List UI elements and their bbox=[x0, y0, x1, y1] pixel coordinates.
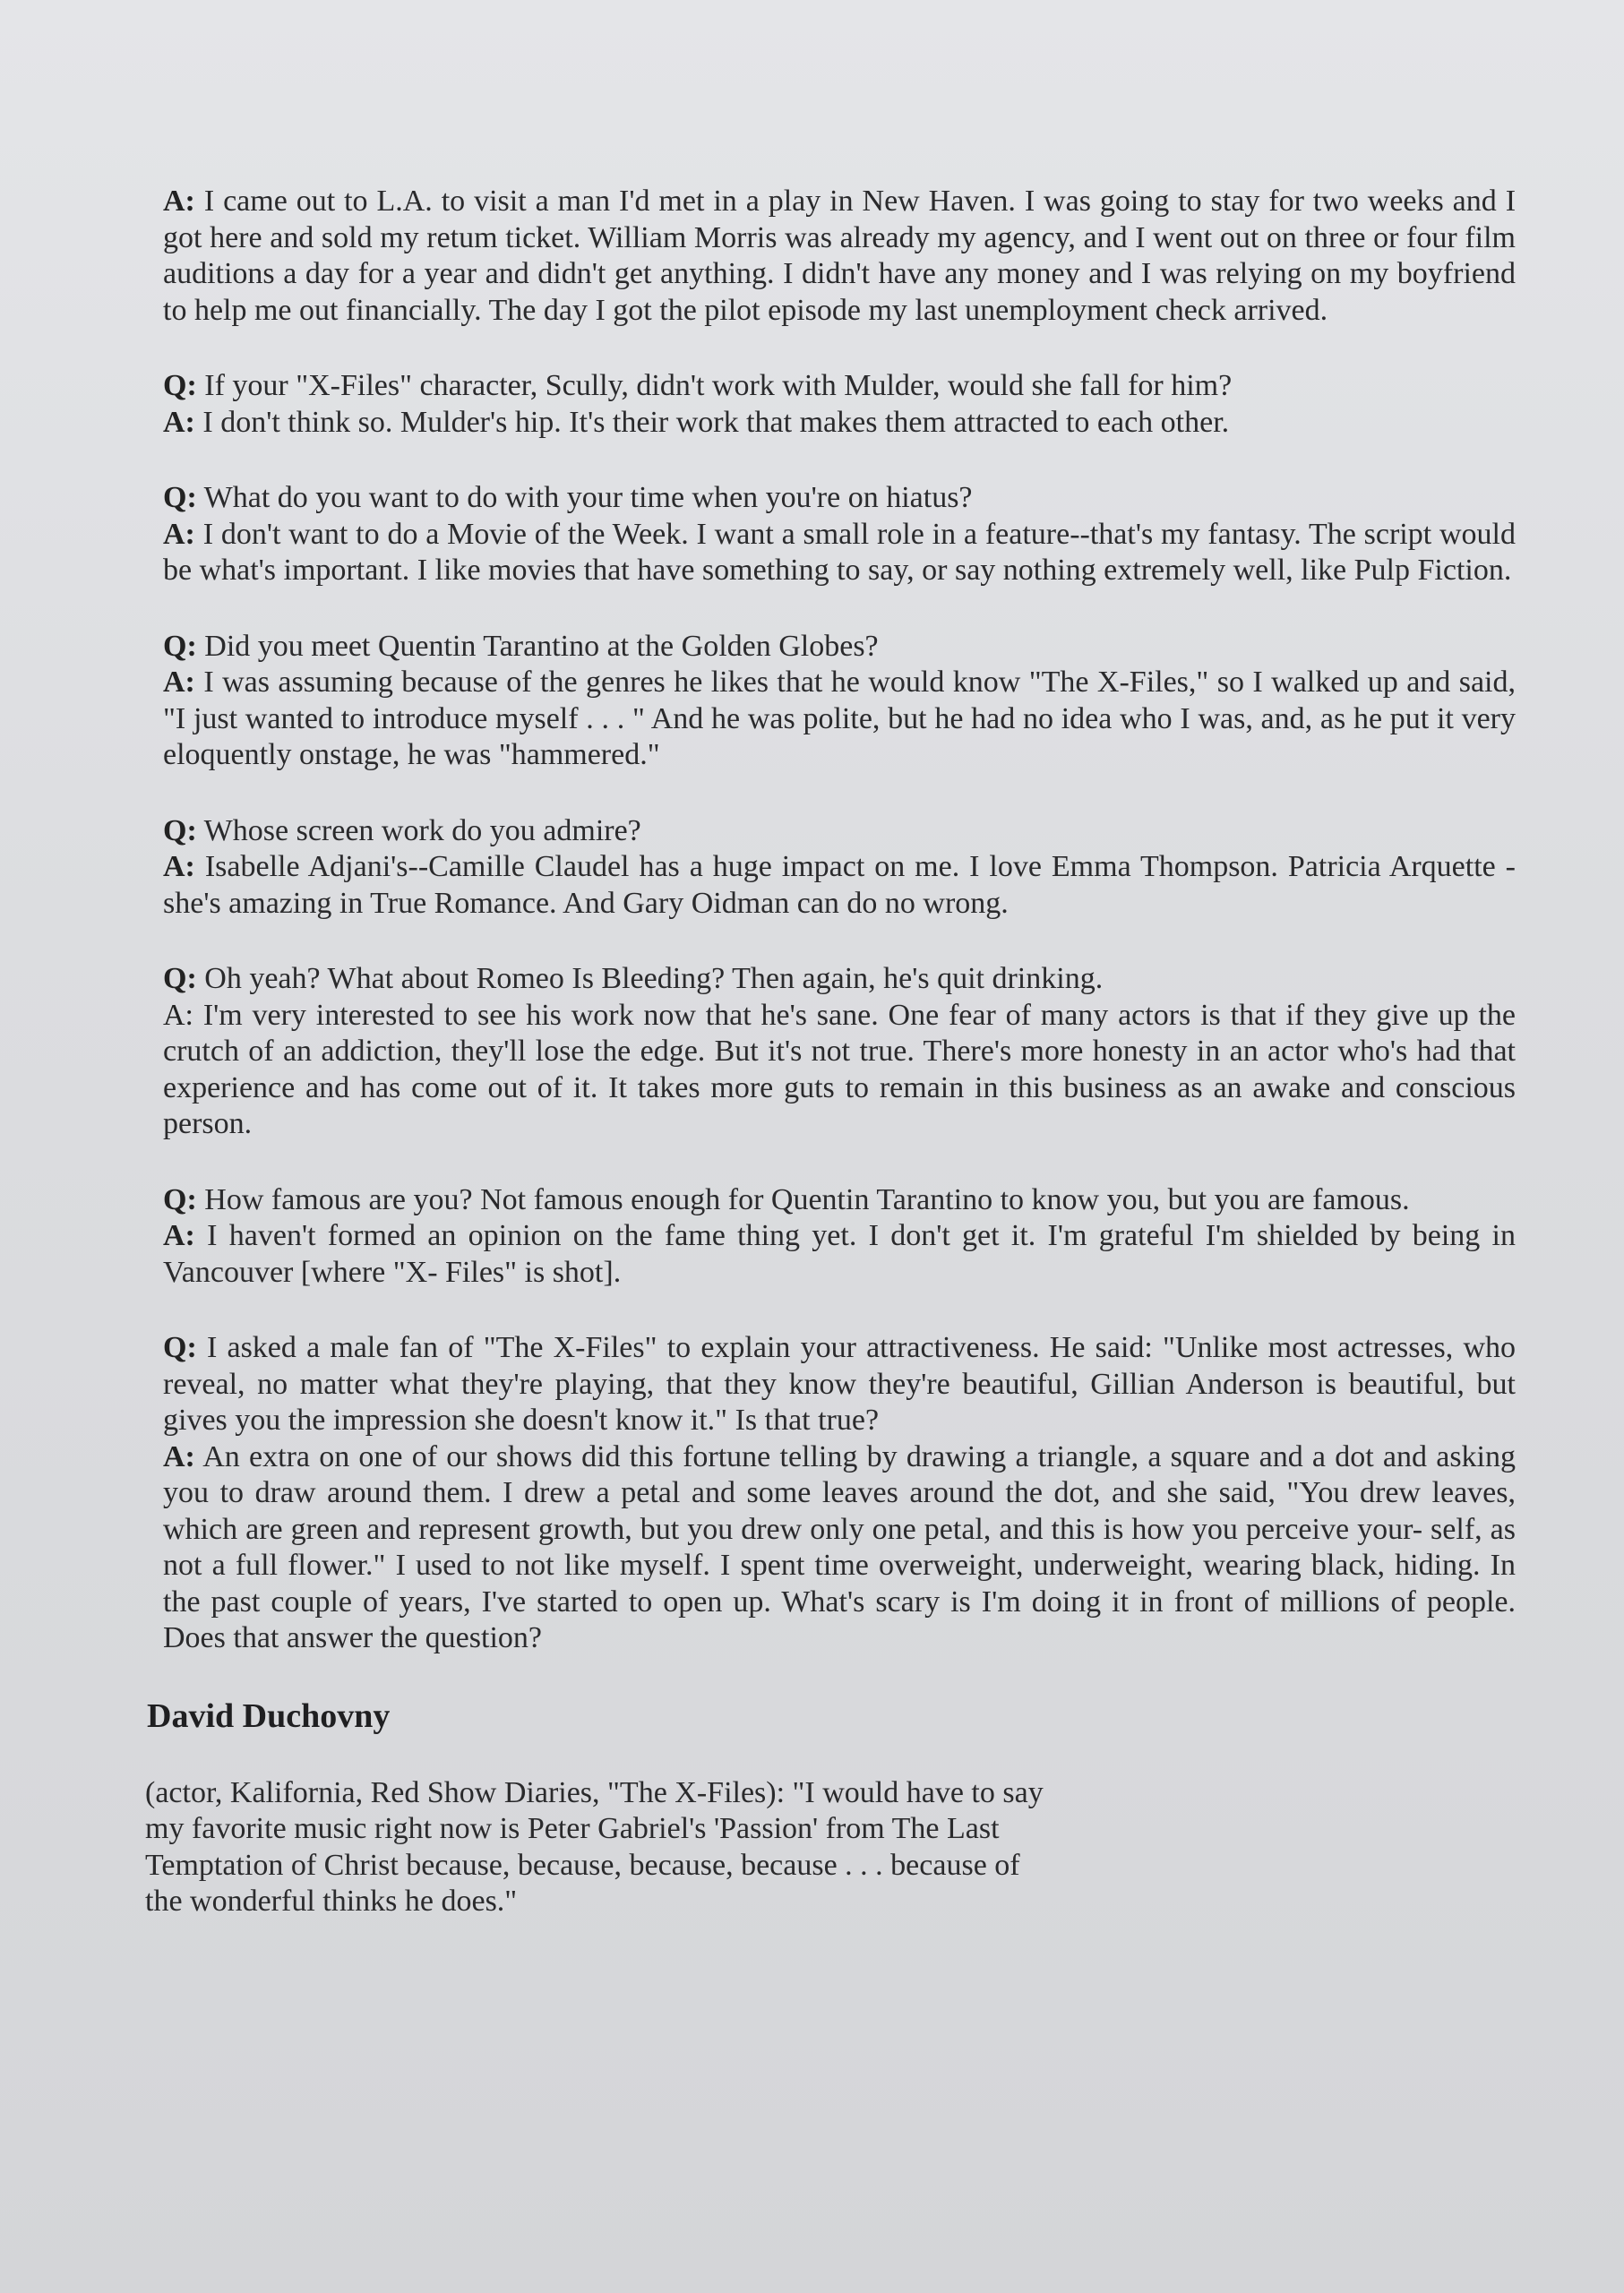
answer-3 bbox=[163, 517, 1516, 589]
question-text: How famous are you? Not famous enough for Quentin Tarantino to know you, but you are famous. bbox=[204, 1182, 1410, 1216]
qa-block-5 bbox=[163, 813, 1516, 923]
answer-6 bbox=[163, 998, 1516, 1143]
answer-text: I don't want to do a Movie of the Week. I want a small role in a feature--that's my fantasy. The script would be what's important. I like movies that have something to say, or say nothing extremely well, like Pulp Fiction. bbox=[163, 517, 1517, 587]
question-label: Q: bbox=[163, 1182, 197, 1216]
question-label: Q: bbox=[163, 629, 197, 663]
answer-1 bbox=[163, 184, 1516, 329]
answer-label: A: bbox=[163, 850, 195, 883]
question-3 bbox=[163, 480, 1516, 517]
question-5 bbox=[163, 813, 1516, 850]
section-heading: David Duchovny bbox=[147, 1696, 391, 1735]
qa-block-1 bbox=[163, 184, 1516, 329]
question-text: I asked a male fan of "The X-Files" to explain your attractiveness. He said: "Unlike most actresses, who reveal, no matter what they're playing, that they know they're beautiful, Gillian Anderson is beautiful, but gives you the impression she doesn't know it." Is that true? bbox=[163, 1331, 1516, 1437]
answer-text: I was assuming because of the genres he likes that he would know "The X-Files," so I walked up and said, "I just wanted to introduce myself . . . " And he was polite, but he had no idea who I was, and, as he put it very eloquently onstage, he was "hammered." bbox=[163, 666, 1516, 771]
quote-line: (actor, Kalifornia, Red Show Diaries, "The X-Files): "I would have to say bbox=[145, 1775, 1044, 1809]
answer-8 bbox=[163, 1439, 1516, 1657]
answer-label: A: bbox=[163, 1439, 195, 1473]
question-2 bbox=[163, 368, 1516, 405]
answer-text: I don't think so. Mulder's hip. It's their work that makes them attracted to each other. bbox=[202, 405, 1230, 439]
answer-text: I'm very interested to see his work now that he's sane. One fear of many actors is that if they give up the crutch of an addiction, they'll lose the edge. But it's not true. There's more honesty in an actor who's had that experience and has come out of it. It takes more guts to remain in this business as an awake and conscious person. bbox=[163, 998, 1516, 1140]
question-4 bbox=[163, 629, 1516, 666]
qa-block-2 bbox=[163, 368, 1516, 441]
quote-line: my favorite music right now is Peter Gabriel's 'Passion' from The Last bbox=[145, 1812, 1000, 1845]
question-text: If your "X-Files" character, Scully, didn't work with Mulder, would she fall for him? bbox=[204, 369, 1233, 402]
question-text: What do you want to do with your time when you're on hiatus? bbox=[203, 481, 973, 514]
qa-block-6 bbox=[163, 961, 1516, 1143]
answer-text: I came out to L.A. to visit a man I'd met in a play in New Haven. I was going to stay for two weeks and I got here and sold my retum ticket. William Morris was already my agency, and I went out on three or four film auditions a day for a year and didn't get anything. I didn't have any money and I was relying on my boyfriend to help me out financially. The day I got the pilot episode my last unemployment check arrived. bbox=[163, 185, 1517, 327]
answer-text: I haven't formed an opinion on the fame thing yet. I don't get it. I'm grateful I'm shielded by being in Vancouver [where "X- Files" is shot]. bbox=[163, 1219, 1517, 1289]
qa-block-3 bbox=[163, 480, 1516, 589]
answer-label: A: bbox=[163, 185, 195, 218]
quote-line: Temptation of Christ because, because, because, because . . . because of bbox=[145, 1848, 1020, 1882]
question-label: Q: bbox=[163, 369, 197, 402]
answer-5 bbox=[163, 849, 1516, 922]
question-8 bbox=[163, 1330, 1516, 1439]
answer-text: An extra on one of our shows did this fortune telling by drawing a triangle, a square and a dot and asking you to draw around them. I drew a petal and some leaves around the dot, and she said, "You drew leaves, which are green and represent growth, but you drew only one petal, and this is how you perceive your- self, as not a full flower." I used to not like myself. I spent time overweight, underweight, wearing black, hiding. In the past couple of years, I've started to open up. What's scary is I'm doing it in front of millions of people. Does that answer the question? bbox=[163, 1439, 1517, 1654]
answer-label: A: bbox=[163, 666, 195, 699]
qa-block-7 bbox=[163, 1182, 1516, 1292]
answer-text: Isabelle Adjani's--Camille Claudel has a huge impact on me. I love Emma Thompson. Patricia Arquette -she's amazing in True Romance. And Gary Oidman can do no wrong. bbox=[163, 850, 1517, 920]
question-label: Q: bbox=[163, 962, 197, 995]
answer-4 bbox=[163, 665, 1516, 774]
question-text: Whose screen work do you admire? bbox=[203, 813, 641, 847]
qa-block-4 bbox=[163, 629, 1516, 774]
qa-block-8 bbox=[163, 1330, 1516, 1657]
answer-7 bbox=[163, 1218, 1516, 1291]
question-label: Q: bbox=[163, 813, 197, 847]
question-7 bbox=[163, 1182, 1516, 1219]
document-body bbox=[145, 184, 1517, 1920]
question-text: Did you meet Quentin Tarantino at the Golden Globes? bbox=[204, 629, 879, 663]
question-label: Q: bbox=[163, 481, 197, 514]
duchovny-quote bbox=[145, 1775, 1121, 1920]
question-text: Oh yeah? What about Romeo Is Bleeding? Then again, he's quit drinking. bbox=[204, 962, 1104, 995]
answer-label: A: bbox=[163, 405, 195, 439]
answer-label: A: bbox=[163, 517, 195, 551]
answer-2 bbox=[163, 405, 1516, 442]
answer-label: A: bbox=[163, 1219, 195, 1252]
question-6 bbox=[163, 961, 1516, 998]
quote-line: the wonderful thinks he does." bbox=[145, 1885, 518, 1918]
question-label: Q: bbox=[163, 1331, 197, 1364]
answer-label: A: bbox=[163, 998, 193, 1032]
